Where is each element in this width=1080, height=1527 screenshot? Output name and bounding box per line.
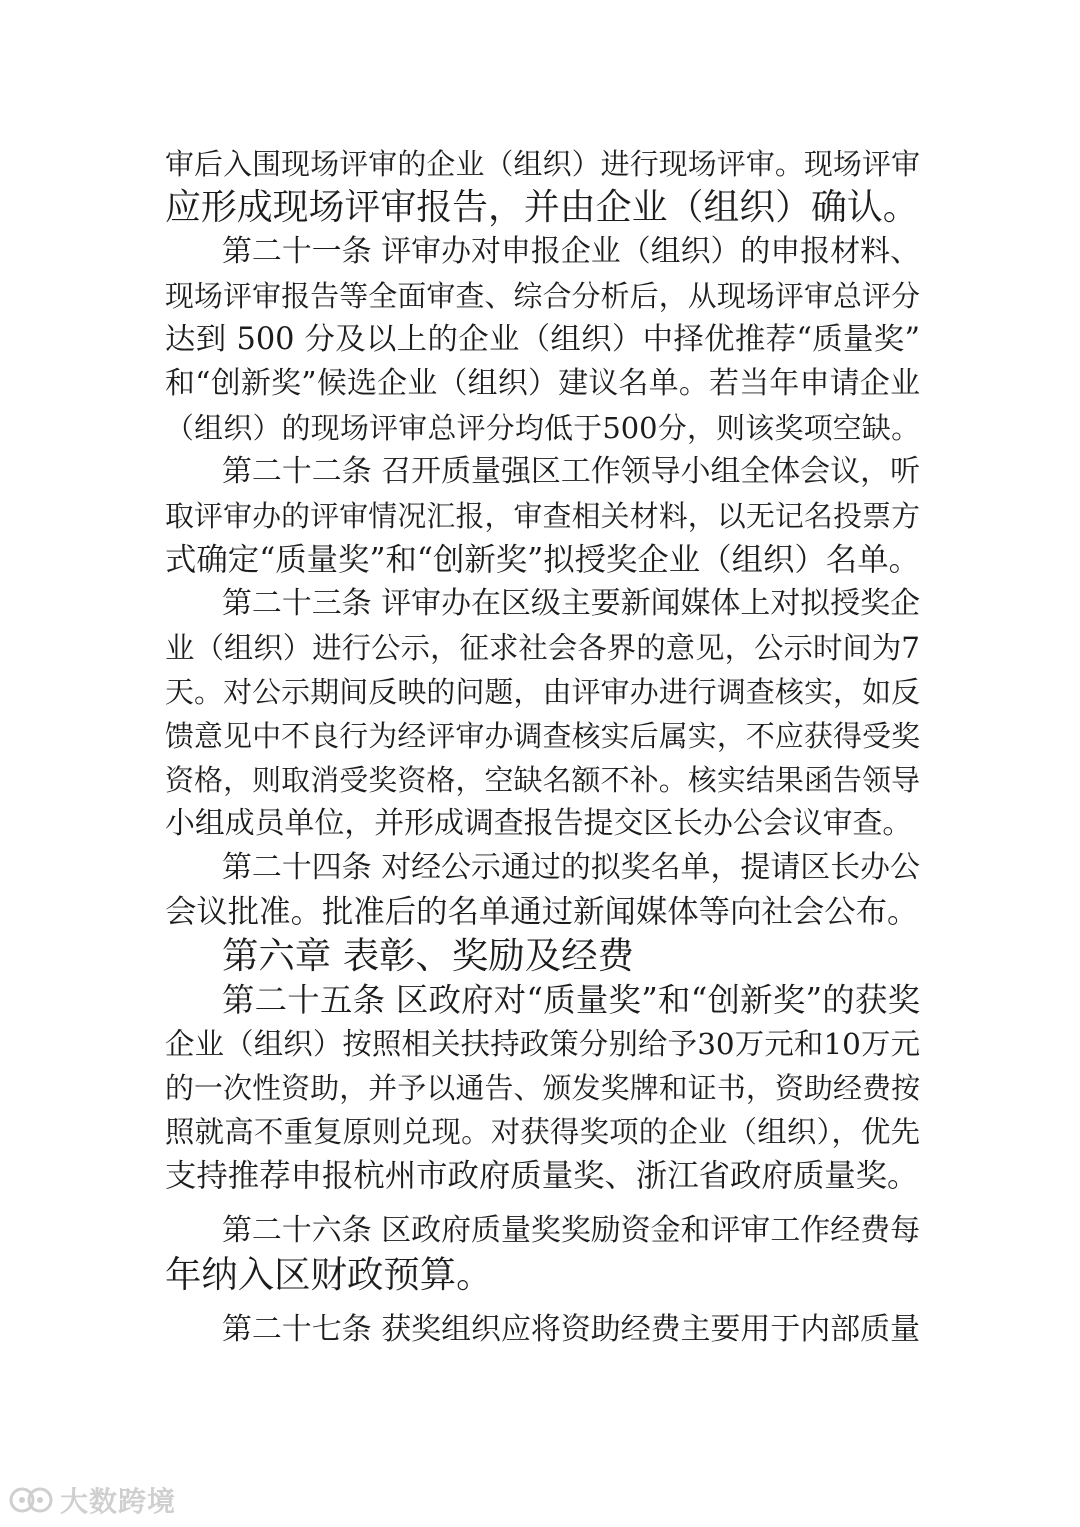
- article-22-heading-line: 第二十二条 召开质量强区工作领导小组全体会议，听: [222, 454, 920, 489]
- article-24-heading-line: 第二十四条 对经公示通过的拟奖名单，提请区长办公: [222, 850, 920, 885]
- watermark-text: 大数跨境: [60, 1485, 177, 1518]
- text-line: 取评审办的评审情况汇报，审查相关材料，以无记名投票方: [165, 499, 920, 533]
- text-line: 业（组织）进行公示，征求社会各界的意见，公示时间为7: [165, 631, 920, 665]
- text-line: 资格，则取消受奖资格，空缺名额不补。核实结果函告领导: [165, 763, 920, 797]
- text-line: 馈意见中不良行为经评审办调查核实后属实，不应获得受奖: [165, 719, 920, 753]
- text-line: 达到 500 分及以上的企业（组织）中择优推荐“质量奖”: [165, 322, 920, 357]
- text-line: 照就高不重复原则兑现。对获得奖项的企业（组织），优先: [165, 1115, 920, 1149]
- article-23-heading-line: 第二十三条 评审办在区级主要新闻媒体上对拟授奖企: [222, 586, 920, 621]
- text-line: 小组成员单位，并形成调查报告提交区长办公会议审查。: [165, 806, 913, 841]
- text-line: 支持推荐申报杭州市政府质量奖、浙江省政府质量奖。: [165, 1158, 919, 1194]
- article-21-heading-line: 第二十一条 评审办对申报企业（组织）的申报材料、: [222, 234, 920, 269]
- article-26-heading-line: 第二十六条 区政府质量奖奖励资金和评审工作经费每: [222, 1213, 920, 1248]
- article-25-heading-line: 第二十五条 区政府对“质量奖”和“创新奖”的获奖: [222, 981, 920, 1019]
- text-line: 天。对公示期间反映的问题，由评审办进行调查核实，如反: [165, 675, 920, 709]
- text-line: 和“创新奖”候选企业（组织）建议名单。若当年申请企业: [165, 366, 920, 401]
- text-line: 企业（组织）按照相关扶持政策分别给予30万元和10万元: [165, 1027, 920, 1061]
- text-line: 年纳入区财政预算。: [165, 1253, 493, 1296]
- text-line: 会议批准。批准后的名单通过新闻媒体等向社会公布。: [165, 894, 919, 930]
- text-line: 应形成现场评审报告，并由企业（组织）确认。: [165, 187, 919, 228]
- article-27-heading-line: 第二十七条 获奖组织应将资助经费主要用于内部质量: [222, 1312, 920, 1347]
- text-line: 现场评审报告等全面审查、综合分析后，从现场评审总评分: [165, 279, 920, 313]
- watermark-logo-icon: [8, 1485, 54, 1515]
- chapter-6-heading: 第六章 表彰、奖励及经费: [222, 934, 634, 977]
- text-line: 的一次性资助，并予以通告、颁发奖牌和证书，资助经费按: [165, 1071, 920, 1105]
- text-line: 式确定“质量奖”和“创新奖”拟授奖企业（组织）名单。: [165, 542, 920, 578]
- text-line: 审后入围现场评审的企业（组织）进行现场评审。现场评审: [165, 147, 920, 181]
- text-line: （组织）的现场评审总评分均低于500分，则该奖项空缺。: [165, 411, 920, 445]
- watermark: [8, 1480, 176, 1520]
